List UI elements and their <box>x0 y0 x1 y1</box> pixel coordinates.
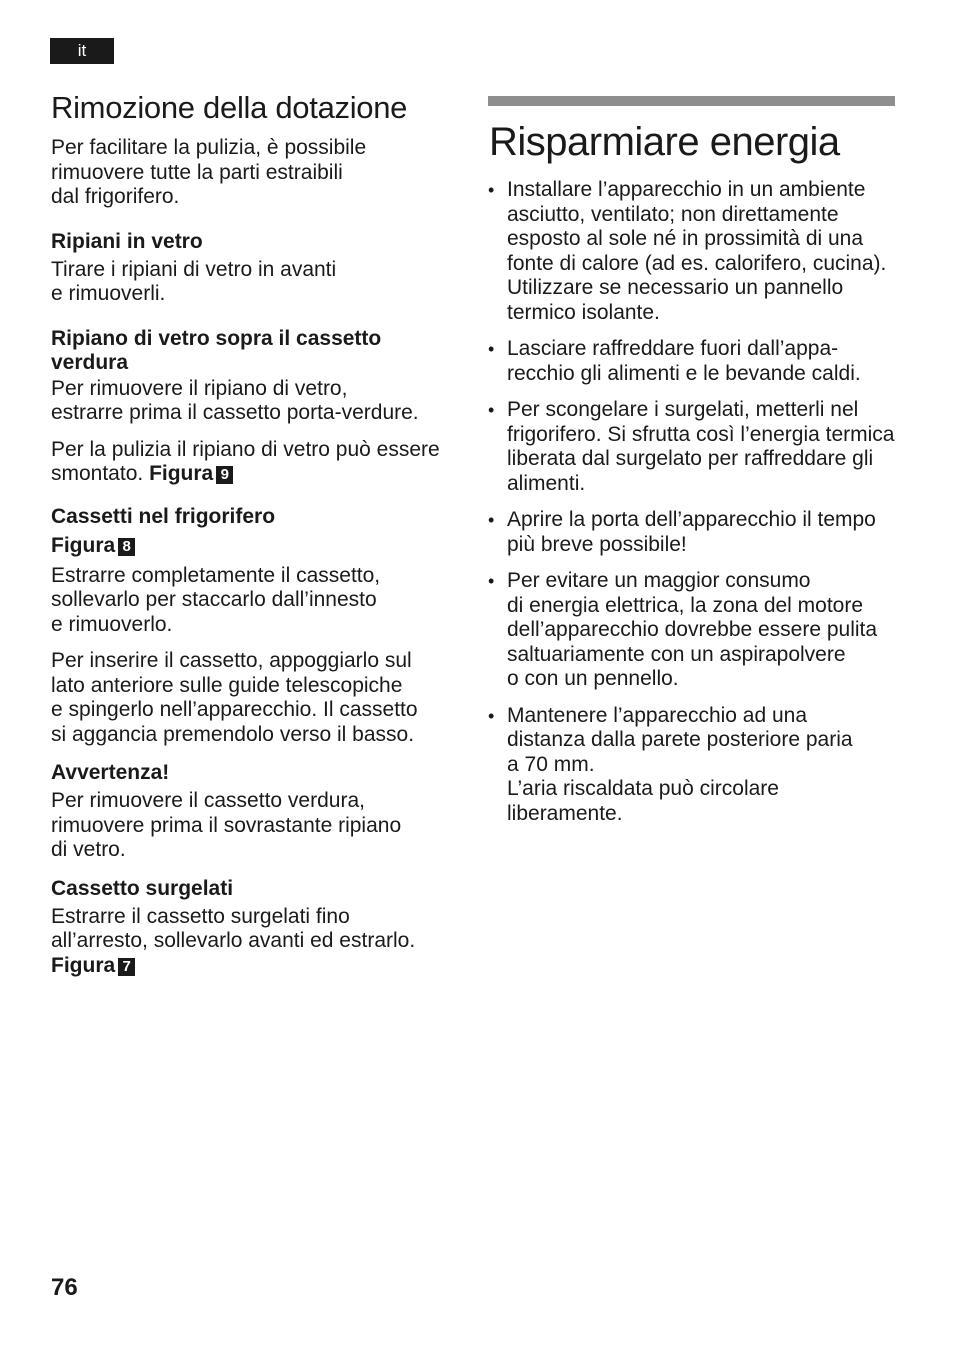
text-line: fonte di calore (ad es. calorifero, cucina). <box>507 251 887 275</box>
ripiano-paragraph-2 <box>51 438 455 487</box>
text-line: Ripiano di vetro sopra il cassetto <box>51 326 382 350</box>
text-line: e spingerlo nell’apparecchio. Il cassetto <box>51 698 418 721</box>
text-line: lato anteriore sulle guide telescopiche <box>51 673 403 697</box>
energy-tips-list <box>488 178 913 826</box>
text-line: • Lasciare raffreddare fuori dall’appa- <box>507 337 839 360</box>
text-line: e rimuoverlo. <box>51 612 173 636</box>
cassetti-paragraph-1 <box>51 564 455 638</box>
section-title-risparmiare: Risparmiare energia <box>489 120 840 164</box>
text-line: di energia elettrica, la zona del motore <box>507 593 864 617</box>
text-line: a 70 mm. <box>507 752 595 776</box>
text-line: frigorifero. Si sfrutta così l’energia termica <box>507 422 895 446</box>
page-number: 76 <box>51 1274 78 1301</box>
text-line: Tirare i ripiani di vetro in avanti <box>51 257 337 281</box>
list-item <box>488 704 913 827</box>
ripiani-paragraph <box>51 258 455 307</box>
avvertenza-paragraph <box>51 789 455 863</box>
text-line: più breve possibile! <box>507 532 687 556</box>
section-rule <box>488 96 895 106</box>
text-line: si aggancia premendolo verso il basso. <box>51 722 415 746</box>
ripiano-paragraph-1 <box>51 377 455 426</box>
text-line: liberata dal surgelato per raffreddare gli <box>507 447 874 470</box>
text-line: alimenti. <box>507 471 586 495</box>
subheading-surgelati: Cassetto surgelati <box>51 876 234 900</box>
figure-number-badge: 9 <box>216 466 233 484</box>
figure-number-badge: 8 <box>118 538 135 556</box>
section-title-rimozione: Rimozione della dotazione <box>51 90 408 125</box>
text-line: Per la pulizia il ripiano di vetro può essere <box>51 437 440 461</box>
text-line: distanza dalla parete posteriore paria <box>507 728 853 751</box>
text-line: Estrarre il cassetto surgelati fino <box>51 904 350 928</box>
figure-reference-line <box>51 534 455 558</box>
left-column <box>51 88 455 990</box>
text-line: • Aprire la porta dell’apparecchio il tempo <box>507 508 876 531</box>
text-line: estrarre prima il cassetto porta-verdure. <box>51 401 419 424</box>
subheading-cassetti: Cassetti nel frigorifero <box>51 504 276 528</box>
text-line: • Installare l’apparecchio in un ambiente <box>507 178 866 201</box>
text-line: o con un pennello. <box>507 667 679 690</box>
right-column <box>488 96 913 838</box>
text-line: Per facilitare la pulizia, è possibile <box>51 136 367 159</box>
text-line: dal frigorifero. <box>51 185 180 208</box>
list-item <box>488 398 913 496</box>
text-line: • Per scongelare i surgelati, metterli nel <box>507 398 859 421</box>
list-item <box>488 178 913 325</box>
text-line: rimuovere prima il sovrastante ripiano <box>51 813 402 837</box>
text-line: asciutto, ventilato; non direttamente <box>507 202 839 226</box>
figure-number-badge: 7 <box>118 958 135 976</box>
figure-reference[interactable]: Figura <box>149 462 214 485</box>
text-line: all’arresto, sollevarlo avanti ed estrarlo. <box>51 929 416 952</box>
text-line: sollevarlo per staccarlo dall’innesto <box>51 588 377 611</box>
text-line: di vetro. <box>51 838 126 861</box>
text-line: smontato. <box>51 462 144 485</box>
text-line: termico isolante. <box>507 300 660 324</box>
text-line: Per rimuovere il ripiano di vetro, <box>51 376 348 400</box>
text-line: dell’apparecchio dovrebbe essere pulita <box>507 618 878 641</box>
text-line: L’aria riscaldata può circolare <box>507 777 779 800</box>
figure-reference[interactable]: Figura <box>51 533 116 557</box>
text-line: verdura <box>51 350 129 374</box>
cassetti-paragraph-2 <box>51 649 455 747</box>
figure-reference[interactable]: Figura <box>51 953 116 977</box>
text-line: Estrarre completamente il cassetto, <box>51 563 381 587</box>
text-line: e rimuoverli. <box>51 282 166 305</box>
intro-paragraph <box>51 136 455 210</box>
text-line: esposto al sole né in prossimità di una <box>507 227 864 250</box>
list-item <box>488 569 913 692</box>
subheading-ripiani: Ripiani in vetro <box>51 229 203 253</box>
text-line: liberamente. <box>507 801 623 825</box>
subheading-avvertenza: Avvertenza! <box>51 761 170 784</box>
subheading-ripiano-verdura <box>51 327 455 375</box>
list-item <box>488 337 913 386</box>
text-line: Per rimuovere il cassetto verdura, <box>51 789 365 812</box>
surgelati-paragraph <box>51 905 455 979</box>
text-line: • Per evitare un maggior consumo <box>507 569 811 592</box>
language-tag: it <box>50 38 114 64</box>
list-item <box>488 508 913 557</box>
text-line: saltuariamente con un aspirapolvere <box>507 642 846 666</box>
text-line: rimuovere tutte la parti estraibili <box>51 160 343 184</box>
text-line: Utilizzare se necessario un pannello <box>507 276 844 299</box>
text-line: recchio gli alimenti e le bevande caldi. <box>507 361 861 385</box>
text-line: • Mantenere l’apparecchio ad una <box>507 703 808 727</box>
text-line: Per inserire il cassetto, appoggiarlo sul <box>51 649 412 672</box>
